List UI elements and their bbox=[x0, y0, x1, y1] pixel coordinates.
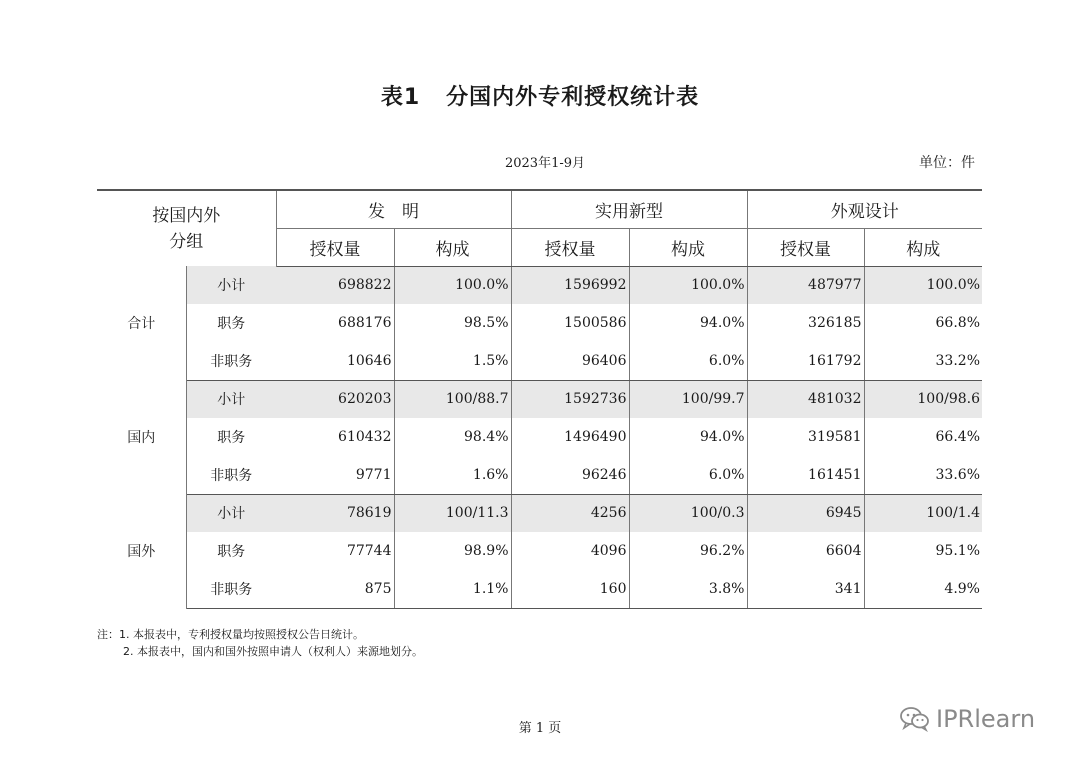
cell: 100.0% bbox=[864, 266, 982, 304]
cell: 161451 bbox=[747, 456, 864, 494]
table-row bbox=[97, 570, 982, 608]
cell: 94.0% bbox=[629, 418, 747, 456]
cell: 100/1.4 bbox=[864, 494, 982, 532]
col-header-grants: 授权量 bbox=[511, 228, 629, 266]
cell: 6604 bbox=[747, 532, 864, 570]
cell: 160 bbox=[511, 570, 629, 608]
cell: 341 bbox=[747, 570, 864, 608]
cell: 6945 bbox=[747, 494, 864, 532]
cell: 4.9% bbox=[864, 570, 982, 608]
cell: 10646 bbox=[276, 342, 394, 380]
unit-label: 单位：件 bbox=[919, 155, 975, 171]
cell: 610432 bbox=[338, 429, 392, 445]
cell: 1.5% bbox=[394, 342, 511, 380]
cell: 95.1% bbox=[864, 532, 982, 570]
row-label: 职务 bbox=[217, 544, 246, 560]
cell: 161792 bbox=[747, 342, 864, 380]
cell: 1500586 bbox=[511, 304, 629, 342]
report-period: 2023年1-9月 bbox=[504, 156, 586, 171]
cell: 98.4% bbox=[394, 418, 511, 456]
cell: 487977 bbox=[747, 266, 864, 304]
table-row bbox=[97, 380, 982, 418]
watermark-text: IPRlearn bbox=[936, 705, 1036, 733]
group-header-invention: 发 明 bbox=[276, 190, 511, 228]
col-header-share: 构成 bbox=[394, 228, 511, 266]
cell: 100/88.7 bbox=[394, 380, 511, 418]
cell: 1596992 bbox=[511, 266, 629, 304]
row-label: 职务 bbox=[217, 316, 246, 332]
cell: 94.0% bbox=[629, 304, 747, 342]
cell: 698822 bbox=[276, 266, 394, 304]
col-header-share: 构成 bbox=[864, 228, 982, 266]
cell: 326185 bbox=[747, 304, 864, 342]
cell: 66.4% bbox=[864, 418, 982, 456]
patent-grant-table bbox=[97, 189, 982, 609]
cell: 319581 bbox=[747, 418, 864, 456]
table-row bbox=[97, 342, 982, 380]
cell: 96246 bbox=[511, 456, 629, 494]
page-title bbox=[0, 80, 1080, 111]
table-row bbox=[97, 456, 982, 494]
row-label: 非职务 bbox=[186, 342, 276, 380]
cell: 78619 bbox=[276, 494, 394, 532]
row-label: 小计 bbox=[186, 494, 276, 532]
table-row bbox=[97, 266, 982, 304]
corner-header-line1: 按国内外 bbox=[152, 205, 221, 226]
note-2: 2. 本报表中，国内和国外按照申请人（权利人）来源地划分。 bbox=[123, 645, 423, 658]
cell: 100/99.7 bbox=[629, 380, 747, 418]
cell: 98.9% bbox=[394, 532, 511, 570]
cell: 100/0.3 bbox=[629, 494, 747, 532]
cell: 96.2% bbox=[629, 532, 747, 570]
row-group-domestic: 国内 bbox=[97, 380, 186, 494]
table-row bbox=[97, 532, 982, 570]
cell: 33.2% bbox=[864, 342, 982, 380]
col-header-grants: 授权量 bbox=[276, 228, 394, 266]
cell: 6.0% bbox=[629, 342, 747, 380]
cell: 100.0% bbox=[629, 266, 747, 304]
table-number: 表1 bbox=[380, 85, 421, 110]
cell: 100/98.6 bbox=[864, 380, 982, 418]
cell: 688176 bbox=[338, 315, 392, 331]
row-label: 小计 bbox=[186, 266, 276, 304]
col-header-share: 构成 bbox=[629, 228, 747, 266]
watermark bbox=[900, 702, 1035, 736]
cell: 1.6% bbox=[394, 456, 511, 494]
cell: 6.0% bbox=[629, 456, 747, 494]
cell: 100.0% bbox=[394, 266, 511, 304]
cell: 66.8% bbox=[864, 304, 982, 342]
cell: 875 bbox=[276, 570, 394, 608]
page-number: 第 1 页 bbox=[518, 721, 562, 736]
cell: 481032 bbox=[747, 380, 864, 418]
table-title: 分国内外专利授权统计表 bbox=[446, 85, 700, 110]
cell: 77744 bbox=[346, 543, 392, 559]
cell: 1496490 bbox=[511, 418, 629, 456]
corner-header bbox=[97, 190, 276, 266]
col-header-grants: 授权量 bbox=[747, 228, 864, 266]
table-row bbox=[97, 418, 982, 456]
cell: 100/11.3 bbox=[394, 494, 511, 532]
group-header-design: 外观设计 bbox=[747, 190, 982, 228]
cell: 1592736 bbox=[511, 380, 629, 418]
cell: 4256 bbox=[511, 494, 629, 532]
cell: 98.5% bbox=[394, 304, 511, 342]
row-label: 小计 bbox=[186, 380, 276, 418]
cell: 3.8% bbox=[629, 570, 747, 608]
cell: 9771 bbox=[276, 456, 394, 494]
row-label: 职务 bbox=[217, 430, 246, 446]
group-header-utility-model: 实用新型 bbox=[511, 190, 747, 228]
row-group-total: 合计 bbox=[97, 266, 186, 380]
row-group-foreign: 国外 bbox=[97, 494, 186, 608]
cell: 4096 bbox=[511, 532, 629, 570]
row-label: 非职务 bbox=[186, 570, 276, 608]
table-row bbox=[97, 494, 982, 532]
table-row bbox=[97, 304, 982, 342]
cell: 33.6% bbox=[864, 456, 982, 494]
cell: 620203 bbox=[276, 380, 394, 418]
row-label: 非职务 bbox=[186, 456, 276, 494]
wechat-icon bbox=[900, 706, 930, 732]
corner-header-line2: 分组 bbox=[169, 231, 204, 252]
cell: 1.1% bbox=[394, 570, 511, 608]
table-notes bbox=[97, 626, 423, 660]
note-1: 注：1. 本报表中，专利授权量均按照授权公告日统计。 bbox=[97, 628, 364, 641]
cell: 96406 bbox=[511, 342, 629, 380]
